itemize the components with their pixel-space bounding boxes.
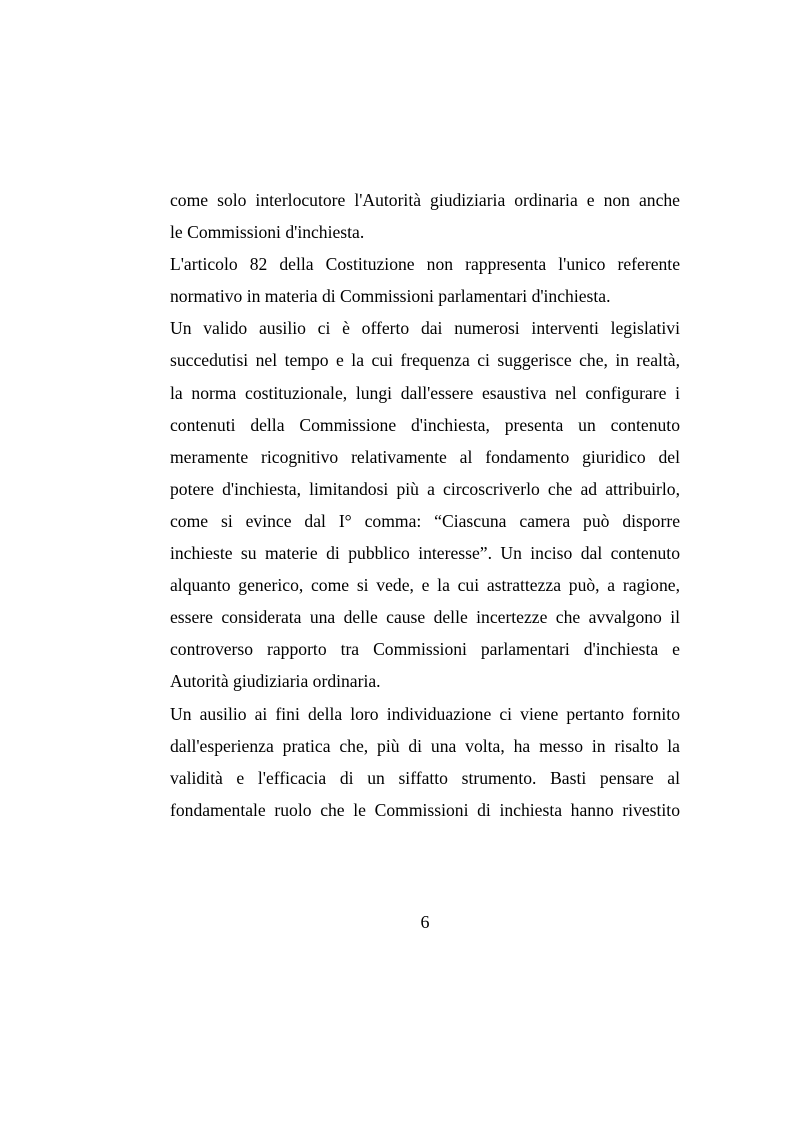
text-line: la norma costituzionale, lungi dall'essere esaustiva nel configurare i — [170, 382, 680, 403]
text-line: normativo in materia di Commissioni parlamentari d'inchiesta. — [170, 286, 611, 307]
page-number: 6 — [420, 912, 430, 932]
text-line: Autorità giudiziaria ordinaria. — [170, 671, 381, 692]
text-line: alquanto generico, come si vede, e la cui astrattezza può, a ragione, — [170, 575, 680, 596]
text-line: contenuti della Commissione d'inchiesta, presenta un contenuto — [170, 414, 680, 435]
text-line: essere considerata una delle cause delle incertezze che avvalgono il — [170, 607, 680, 628]
text-line: le Commissioni d'inchiesta. — [170, 222, 365, 243]
text-line: fondamentale ruolo che le Commissioni di inchiesta hanno rivestito — [170, 799, 680, 820]
body-text — [170, 184, 680, 826]
text-line: dall'esperienza pratica che, più di una volta, ha messo in risalto la — [170, 735, 680, 756]
text-line: Un ausilio ai fini della loro individuazione ci viene pertanto fornito — [170, 703, 680, 724]
text-line: meramente ricognitivo relativamente al fondamento giuridico del — [170, 446, 680, 467]
text-line: Un valido ausilio ci è offerto dai numerosi interventi legislativi — [170, 318, 680, 339]
text-line: come solo interlocutore l'Autorità giudiziaria ordinaria e non anche — [170, 190, 680, 210]
text-line: come si evince dal I° comma: “Ciascuna camera può disporre — [170, 510, 680, 531]
text-line: L'articolo 82 della Costituzione non rappresenta l'unico referente — [170, 254, 680, 275]
text-line: succedutisi nel tempo e la cui frequenza ci suggerisce che, in realtà, — [170, 350, 680, 371]
text-line: controverso rapporto tra Commissioni parlamentari d'inchiesta e — [170, 639, 680, 660]
text-line: validità e l'efficacia di un siffatto strumento. Basti pensare al — [170, 767, 680, 788]
text-line: potere d'inchiesta, limitandosi più a circoscriverlo che ad attribuirlo, — [170, 478, 680, 499]
text-line: inchieste su materie di pubblico interesse”. Un inciso dal contenuto — [170, 543, 680, 564]
